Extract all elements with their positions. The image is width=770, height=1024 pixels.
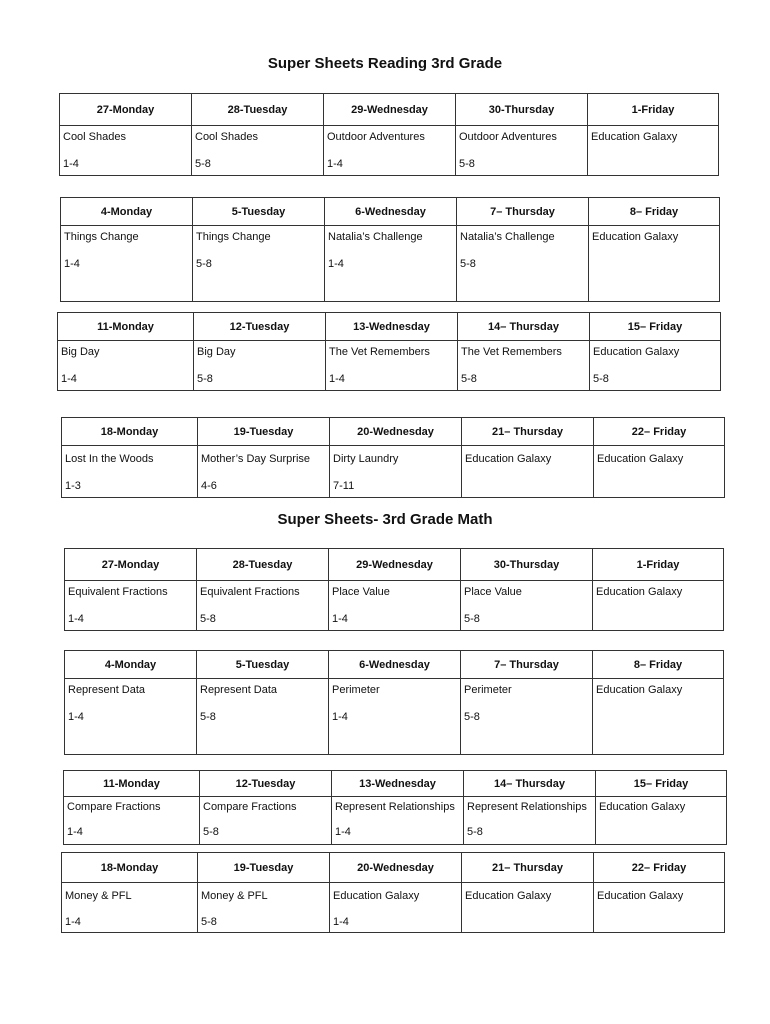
day-header: 7– Thursday <box>461 651 593 679</box>
day-header: 1-Friday <box>588 94 719 126</box>
assignment-pages: 5-8 <box>464 613 480 625</box>
assignment-cell <box>60 126 192 176</box>
assignment-cell <box>324 126 456 176</box>
assignment-subject: Natalia’s Challenge <box>460 231 555 243</box>
assignment-subject: Big Day <box>61 346 100 358</box>
assignment-subject: Perimeter <box>332 684 380 696</box>
day-header: 22– Friday <box>594 418 725 446</box>
assignment-pages: 5-8 <box>201 916 217 928</box>
assignment-pages: 5-8 <box>195 158 211 170</box>
assignment-cell <box>329 679 461 755</box>
assignment-subject: Things Change <box>196 231 271 243</box>
assignment-pages: 1-3 <box>65 480 81 492</box>
reading-title: Super Sheets Reading 3rd Grade <box>267 55 503 72</box>
assignment-subject: Represent Data <box>68 684 146 696</box>
assignment-cell <box>590 341 721 391</box>
assignment-subject: Outdoor Adventures <box>327 131 425 143</box>
day-header: 8– Friday <box>589 198 720 226</box>
assignment-subject: Cool Shades <box>63 131 126 143</box>
assignment-pages: 1-4 <box>63 158 79 170</box>
assignment-subject: Equivalent Fractions <box>68 586 168 598</box>
math-week-1-table <box>64 548 724 631</box>
day-header: 14– Thursday <box>464 771 596 797</box>
assignment-cell <box>332 797 464 845</box>
assignment-pages: 5-8 <box>200 613 216 625</box>
assignment-subject: Education Galaxy <box>599 801 686 813</box>
assignment-cell <box>594 883 725 933</box>
day-header: 5-Tuesday <box>197 651 329 679</box>
assignment-pages: 1-4 <box>327 158 343 170</box>
assignment-cell <box>65 679 197 755</box>
assignment-pages: 1-4 <box>64 258 80 270</box>
assignment-subject: Education Galaxy <box>593 346 680 358</box>
assignment-row <box>62 883 725 933</box>
assignment-cell <box>593 581 724 631</box>
assignment-pages: 5-8 <box>196 258 212 270</box>
day-header: 7– Thursday <box>457 198 589 226</box>
reading-week-2-table <box>60 197 720 302</box>
day-header: 30-Thursday <box>456 94 588 126</box>
assignment-subject: Perimeter <box>464 684 512 696</box>
assignment-pages: 5-8 <box>460 258 476 270</box>
assignment-cell <box>588 126 719 176</box>
assignment-pages: 5-8 <box>464 711 480 723</box>
assignment-cell <box>325 226 457 302</box>
day-header: 6-Wednesday <box>325 198 457 226</box>
day-header: 13-Wednesday <box>326 313 458 341</box>
assignment-cell <box>194 341 326 391</box>
assignment-pages: 5-8 <box>461 373 477 385</box>
assignment-cell <box>197 581 329 631</box>
assignment-subject: Place Value <box>464 586 522 598</box>
assignment-subject: Lost In the Woods <box>65 453 154 465</box>
assignment-cell <box>62 883 198 933</box>
assignment-subject: Big Day <box>197 346 236 358</box>
assignment-cell <box>594 446 725 498</box>
day-header: 14– Thursday <box>458 313 590 341</box>
day-header: 28-Tuesday <box>192 94 324 126</box>
day-header: 30-Thursday <box>461 549 593 581</box>
assignment-pages: 1-4 <box>333 916 349 928</box>
assignment-cell <box>193 226 325 302</box>
day-header: 19-Tuesday <box>198 853 330 883</box>
assignment-subject: The Vet Remembers <box>461 346 562 358</box>
assignment-subject: Education Galaxy <box>333 890 420 902</box>
assignment-cell <box>198 446 330 498</box>
assignment-subject: Represent Data <box>200 684 278 696</box>
assignment-pages: 1-4 <box>68 711 84 723</box>
assignment-cell <box>64 797 200 845</box>
assignment-cell <box>589 226 720 302</box>
assignment-row <box>65 581 724 631</box>
day-header: 6-Wednesday <box>329 651 461 679</box>
assignment-cell <box>330 446 462 498</box>
assignment-subject: Compare Fractions <box>67 801 161 813</box>
day-header: 18-Monday <box>62 853 198 883</box>
assignment-pages: 1-4 <box>329 373 345 385</box>
assignment-subject: Equivalent Fractions <box>200 586 300 598</box>
day-header: 29-Wednesday <box>329 549 461 581</box>
assignment-cell <box>461 679 593 755</box>
assignment-cell <box>192 126 324 176</box>
assignment-pages: 4-6 <box>201 480 217 492</box>
assignment-row <box>58 341 721 391</box>
day-header: 13-Wednesday <box>332 771 464 797</box>
assignment-cell <box>326 341 458 391</box>
assignment-cell <box>462 446 594 498</box>
day-header: 20-Wednesday <box>330 418 462 446</box>
reading-week-4-table <box>61 417 725 498</box>
assignment-subject: Represent Relationships <box>467 801 587 813</box>
day-header: 20-Wednesday <box>330 853 462 883</box>
assignment-subject: Education Galaxy <box>597 890 684 902</box>
assignment-subject: Outdoor Adventures <box>459 131 557 143</box>
assignment-cell <box>61 226 193 302</box>
assignment-cell <box>65 581 197 631</box>
assignment-pages: 1-4 <box>332 613 348 625</box>
assignment-cell <box>62 446 198 498</box>
assignment-subject: Place Value <box>332 586 390 598</box>
day-header: 18-Monday <box>62 418 198 446</box>
assignment-subject: Education Galaxy <box>596 684 683 696</box>
assignment-pages: 1-4 <box>65 916 81 928</box>
day-header: 27-Monday <box>65 549 197 581</box>
assignment-pages: 1-4 <box>68 613 84 625</box>
assignment-cell <box>457 226 589 302</box>
assignment-cell <box>330 883 462 933</box>
assignment-cell <box>464 797 596 845</box>
assignment-subject: Money & PFL <box>65 890 132 902</box>
assignment-subject: Education Galaxy <box>465 890 552 902</box>
assignment-cell <box>593 679 724 755</box>
day-header: 4-Monday <box>65 651 197 679</box>
day-header: 12-Tuesday <box>194 313 326 341</box>
day-header: 19-Tuesday <box>198 418 330 446</box>
math-week-4-table <box>61 852 725 933</box>
assignment-pages: 5-8 <box>200 711 216 723</box>
day-header: 11-Monday <box>64 771 200 797</box>
assignment-subject: Money & PFL <box>201 890 268 902</box>
assignment-pages: 5-8 <box>197 373 213 385</box>
assignment-subject: Education Galaxy <box>465 453 552 465</box>
day-header: 1-Friday <box>593 549 724 581</box>
assignment-cell <box>58 341 194 391</box>
header-row <box>64 771 727 797</box>
day-header: 5-Tuesday <box>193 198 325 226</box>
assignment-pages: 5-8 <box>467 826 483 838</box>
day-header: 22– Friday <box>594 853 725 883</box>
assignment-pages: 1-4 <box>328 258 344 270</box>
math-title: Super Sheets- 3rd Grade Math <box>277 511 493 528</box>
assignment-subject: Education Galaxy <box>592 231 679 243</box>
header-row <box>60 94 719 126</box>
assignment-row <box>62 446 725 498</box>
day-header: 15– Friday <box>596 771 727 797</box>
assignment-pages: 5-8 <box>459 158 475 170</box>
math-week-3-table <box>63 770 727 845</box>
header-row <box>61 198 720 226</box>
assignment-cell <box>596 797 727 845</box>
reading-week-1-table <box>59 93 719 176</box>
assignment-pages: 1-4 <box>67 826 83 838</box>
assignment-cell <box>198 883 330 933</box>
reading-week-3-table <box>57 312 721 391</box>
assignment-subject: Dirty Laundry <box>333 453 399 465</box>
assignment-subject: Things Change <box>64 231 139 243</box>
assignment-cell <box>458 341 590 391</box>
assignment-pages: 5-8 <box>593 373 609 385</box>
day-header: 28-Tuesday <box>197 549 329 581</box>
assignment-subject: The Vet Remembers <box>329 346 430 358</box>
assignment-row <box>65 679 724 755</box>
assignment-cell <box>329 581 461 631</box>
header-row <box>65 651 724 679</box>
assignment-subject: Education Galaxy <box>591 131 678 143</box>
assignment-pages: 1-4 <box>61 373 77 385</box>
assignment-subject: Education Galaxy <box>597 453 684 465</box>
assignment-subject: Cool Shades <box>195 131 258 143</box>
day-header: 21– Thursday <box>462 418 594 446</box>
header-row <box>62 853 725 883</box>
assignment-cell <box>200 797 332 845</box>
assignment-subject: Education Galaxy <box>596 586 683 598</box>
assignment-subject: Compare Fractions <box>203 801 297 813</box>
header-row <box>62 418 725 446</box>
assignment-row <box>60 126 719 176</box>
assignment-subject: Represent Relationships <box>335 801 455 813</box>
day-header: 12-Tuesday <box>200 771 332 797</box>
math-week-2-table <box>64 650 724 755</box>
day-header: 11-Monday <box>58 313 194 341</box>
assignment-row <box>61 226 720 302</box>
assignment-subject: Natalia’s Challenge <box>328 231 423 243</box>
header-row <box>65 549 724 581</box>
assignment-pages: 7-11 <box>333 480 355 492</box>
assignment-pages: 5-8 <box>203 826 219 838</box>
day-header: 4-Monday <box>61 198 193 226</box>
day-header: 15– Friday <box>590 313 721 341</box>
assignment-cell <box>456 126 588 176</box>
assignment-subject: Mother’s Day Surprise <box>201 453 311 465</box>
assignment-cell <box>462 883 594 933</box>
assignment-pages: 1-4 <box>332 711 348 723</box>
day-header: 21– Thursday <box>462 853 594 883</box>
assignment-row <box>64 797 727 845</box>
day-header: 8– Friday <box>593 651 724 679</box>
assignment-pages: 1-4 <box>335 826 351 838</box>
header-row <box>58 313 721 341</box>
day-header: 29-Wednesday <box>324 94 456 126</box>
assignment-cell <box>197 679 329 755</box>
assignment-cell <box>461 581 593 631</box>
day-header: 27-Monday <box>60 94 192 126</box>
